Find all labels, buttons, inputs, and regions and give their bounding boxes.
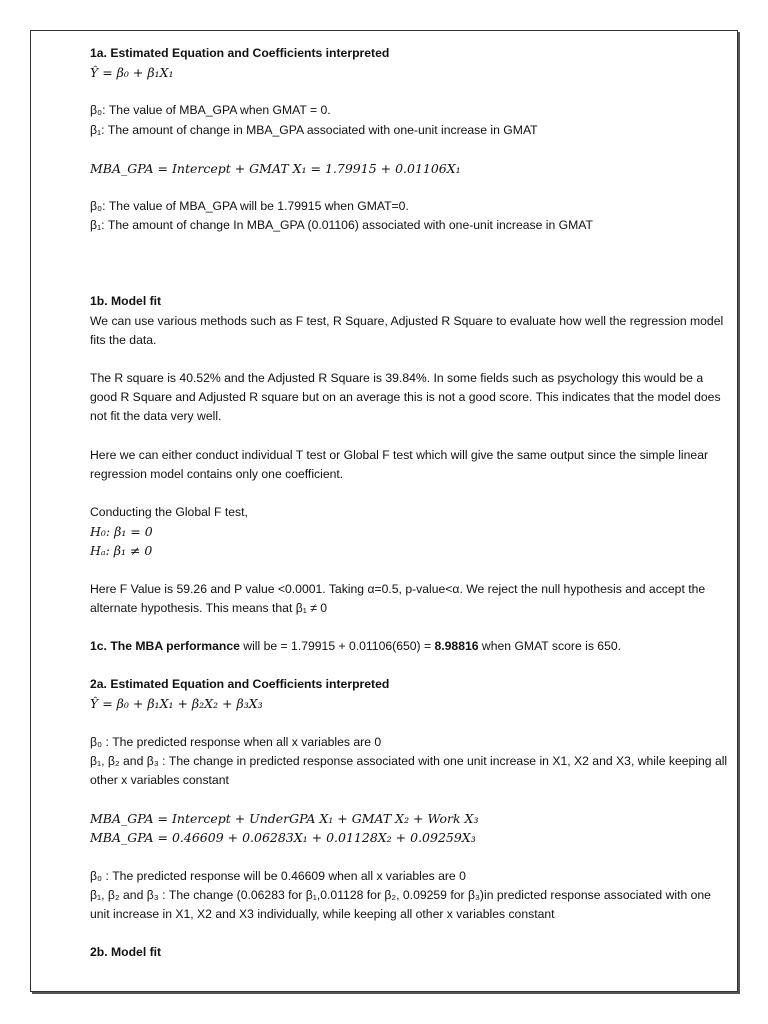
- b0-definition-2a: β₀ : The predicted response when all x variables are 0: [90, 734, 382, 749]
- b123-definition: β₁, β₂ and β₃ : The change in predicted response associated with one unit increase in X1, X2 and X3, while keeping all other x variables constant: [90, 753, 728, 788]
- b0-definition: β₀: The value of MBA_GPA when GMAT = 0.: [90, 103, 331, 118]
- section-2a-title: 2a. Estimated Equation and Coefficients interpreted: [90, 677, 390, 692]
- section-1c: [90, 637, 730, 656]
- section-1c-tail: when GMAT score is 650.: [478, 639, 622, 654]
- document-body: [90, 44, 730, 963]
- section-1a-title: 1a. Estimated Equation and Coefficients interpreted: [90, 46, 390, 60]
- equation-2a: Ŷ = β₀ + β₁X₁ + β₂X₂ + β₃X₃: [90, 696, 263, 712]
- paragraph-tests: Here we can either conduct individual T test or Global F test which will give the same output since the simple linear regression model contains only one coefficient.: [90, 447, 709, 481]
- section-1c-title: 1c. The MBA performance: [90, 639, 240, 654]
- fitted-equation-2a-general: MBA_GPA = Intercept + UnderGPA X₁ + GMAT X₂ + Work X₃: [90, 811, 479, 827]
- paragraph-methods: We can use various methods such as F test, R Square, Adjusted R Square to evaluate how well the regression model fits the data.: [90, 313, 724, 347]
- paragraph-r-square: The R square is 40.52% and the Adjusted R Square is 39.84%. In some fields such as psychology this would be a good R Square and Adjusted R square but on an average this is not a good score. This indicates that the model does not fit the data very well.: [90, 371, 721, 424]
- section-1c-calc: will be = 1.79915 + 0.01106(650) =: [239, 639, 435, 654]
- paragraph-f-value: Here F Value is 59.26 and P value <0.0001. Taking α=0.5, p-value<α. We reject the null hypothesis and accept the alternate hypothesis. This means that β₁ ≠ 0: [90, 581, 706, 615]
- conducting-f-test: Conducting the Global F test,: [90, 505, 248, 520]
- b1-definition: β₁: The amount of change in MBA_GPA associated with one-unit increase in GMAT: [90, 122, 538, 137]
- fitted-equation-1a: MBA_GPA = Intercept + GMAT X₁ = 1.79915 + 0.01106X₁: [90, 160, 461, 176]
- null-hypothesis: H₀: β₁ = 0: [90, 524, 153, 540]
- b0-value-2a: β₀ : The predicted response will be 0.46609 when all x variables are 0: [90, 868, 466, 883]
- equation-1a: Ŷ = β₀ + β₁X₁: [90, 65, 174, 81]
- fitted-equation-2a-values: MBA_GPA = 0.46609 + 0.06283X₁ + 0.01128X₂ + 0.09259X₃: [90, 830, 476, 846]
- b0-value: β₀: The value of MBA_GPA will be 1.79915 when GMAT=0.: [90, 199, 409, 214]
- section-1c-result: 8.98816: [434, 639, 479, 654]
- alternate-hypothesis: Hₐ: β₁ ≠ 0: [90, 543, 153, 559]
- b1-value: β₁: The amount of change In MBA_GPA (0.01106) associated with one-unit increase in GMAT: [90, 218, 593, 233]
- section-2b-title: 2b. Model fit: [90, 945, 162, 960]
- section-1b-title: 1b. Model fit: [90, 294, 162, 309]
- b123-value: β₁, β₂ and β₃ : The change (0.06283 for β₁,0.01128 for β₂, 0.09259 for β₃)in predicted response associated with one unit increase in X1, X2 and X3 individually, while keeping all other x variables constant: [90, 887, 711, 922]
